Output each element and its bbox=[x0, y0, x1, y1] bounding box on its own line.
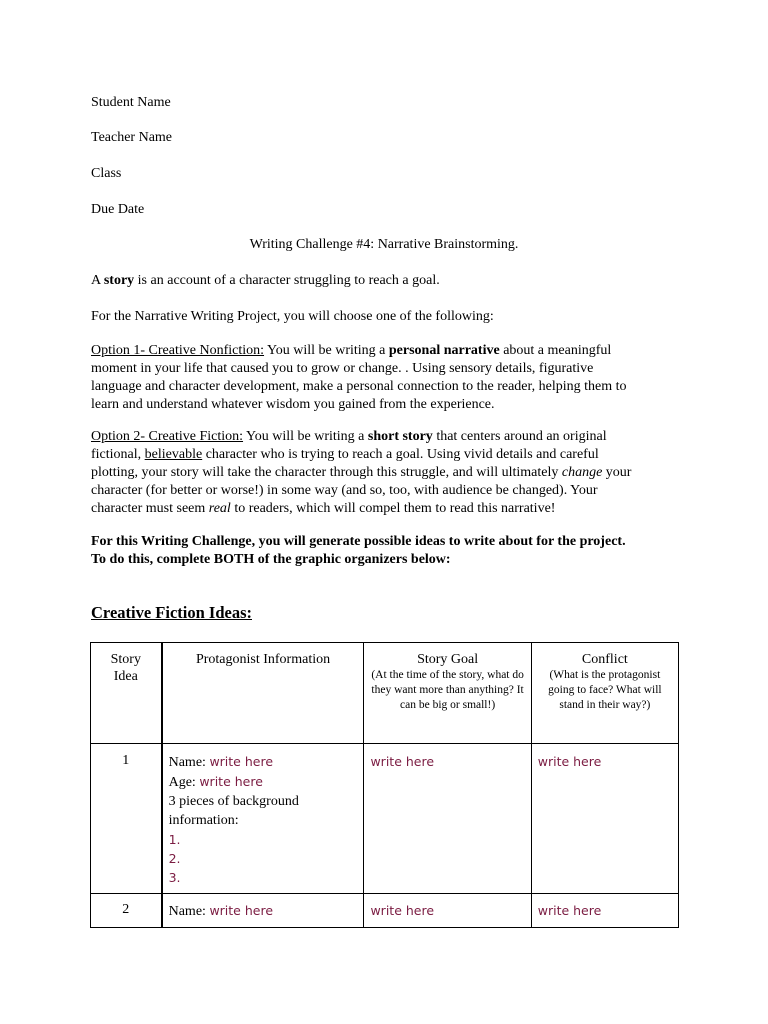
header-story-idea-line: Story bbox=[110, 652, 141, 667]
goal-cell bbox=[364, 744, 531, 894]
table-header-row bbox=[91, 643, 679, 744]
header-conflict bbox=[531, 643, 678, 744]
protagonist-cell bbox=[162, 744, 364, 894]
header-goal-label: Story Goal bbox=[417, 652, 479, 667]
background-label: information: bbox=[168, 813, 239, 828]
story-definition bbox=[91, 272, 440, 290]
definition-a: A bbox=[91, 273, 101, 288]
conflict-cell bbox=[531, 894, 678, 928]
option-2-text: character who is trying to reach a goal. Using vivid details and careful bbox=[205, 447, 599, 462]
name-label: Name: bbox=[168, 904, 206, 919]
header-story-idea-line: Idea bbox=[113, 669, 138, 684]
name-label: Name: bbox=[168, 755, 206, 770]
table-row bbox=[91, 894, 679, 928]
header-story-goal bbox=[364, 643, 531, 744]
age-label: Age: bbox=[168, 775, 196, 790]
header-story-idea bbox=[91, 643, 162, 744]
option-1-line: moment in your life that caused you to grow or change. . Using sensory details, figurative bbox=[91, 361, 594, 376]
option-2-text: plotting, your story will take the character through this struggle, and will ultimately bbox=[91, 465, 559, 480]
option-2-text: You will be writing a bbox=[246, 429, 365, 444]
background-label: 3 pieces of background bbox=[168, 794, 299, 809]
name-input[interactable]: write here bbox=[209, 754, 274, 769]
option-1-bold: personal narrative bbox=[388, 343, 500, 358]
instructions-line: To do this, complete BOTH of the graphic organizers below: bbox=[91, 552, 451, 567]
option-1-text: about a meaningful bbox=[503, 343, 612, 358]
class-label: Class bbox=[91, 166, 122, 181]
due-date-label: Due Date bbox=[91, 202, 145, 217]
option-2-paragraph bbox=[91, 428, 681, 518]
name-input[interactable]: write here bbox=[209, 903, 274, 918]
option-1-line: language and character development, make a personal connection to the reader, helping them to bbox=[91, 379, 627, 394]
header-conflict-label: Conflict bbox=[581, 652, 628, 667]
conflict-input[interactable]: write here bbox=[537, 903, 602, 918]
option-2-underline: believable bbox=[144, 447, 203, 462]
option-1-paragraph bbox=[91, 342, 681, 414]
row-number: 2 bbox=[91, 894, 162, 928]
option-2-text: that centers around an original bbox=[436, 429, 607, 444]
goal-input[interactable]: write here bbox=[370, 754, 435, 769]
row-number: 1 bbox=[91, 744, 162, 894]
goal-cell bbox=[364, 894, 531, 928]
header-protagonist-label: Protagonist Information bbox=[195, 652, 331, 667]
option-2-text: fictional, bbox=[91, 447, 142, 462]
option-1-line: learn and understand whatever wisdom you gained from the experience. bbox=[91, 397, 495, 412]
option-1-label: Option 1- Creative Nonfiction: bbox=[91, 343, 265, 358]
section-heading: Creative Fiction Ideas: bbox=[91, 603, 252, 622]
instructions-paragraph bbox=[91, 533, 681, 569]
background-item-1[interactable]: 1. bbox=[168, 832, 181, 847]
definition-rest: is an account of a character struggling to reach a goal. bbox=[137, 273, 440, 288]
age-input[interactable]: write here bbox=[199, 774, 263, 789]
protagonist-cell bbox=[162, 894, 364, 928]
option-2-italic: change bbox=[561, 465, 603, 480]
student-name-label: Student Name bbox=[91, 95, 171, 110]
instructions-line: For this Writing Challenge, you will generate possible ideas to write about for the project. bbox=[91, 534, 626, 549]
definition-story-word: story bbox=[103, 273, 135, 288]
background-item-2[interactable]: 2. bbox=[168, 851, 181, 866]
option-2-text: character must seem bbox=[91, 501, 206, 516]
goal-input[interactable]: write here bbox=[370, 903, 435, 918]
option-2-italic: real bbox=[208, 501, 231, 516]
intro-text: For the Narrative Writing Project, you will choose one of the following: bbox=[91, 309, 494, 324]
header-protagonist bbox=[162, 643, 364, 744]
option-1-text: You will be writing a bbox=[267, 343, 386, 358]
option-2-text: your bbox=[605, 465, 632, 480]
option-2-text: to readers, which will compel them to read this narrative! bbox=[234, 501, 556, 516]
document-title: Writing Challenge #4: Narrative Brainstorming. bbox=[249, 237, 519, 252]
table-row bbox=[91, 744, 679, 894]
conflict-cell bbox=[531, 744, 678, 894]
option-2-label: Option 2- Creative Fiction: bbox=[91, 429, 244, 444]
teacher-name-label: Teacher Name bbox=[91, 130, 173, 145]
option-2-bold: short story bbox=[367, 429, 433, 444]
conflict-input[interactable]: write here bbox=[537, 754, 602, 769]
background-item-3[interactable]: 3. bbox=[168, 870, 181, 885]
creative-fiction-organizer bbox=[90, 642, 679, 928]
header-goal-subtext: (At the time of the story, what do they want more than anything? It can be big or small!) bbox=[371, 669, 524, 711]
option-2-line: character (for better or worse!) in some way (and so, too, with audience be changed). Your bbox=[91, 483, 598, 498]
header-conflict-subtext: (What is the protagonist going to face? What will stand in their way?) bbox=[548, 669, 662, 711]
